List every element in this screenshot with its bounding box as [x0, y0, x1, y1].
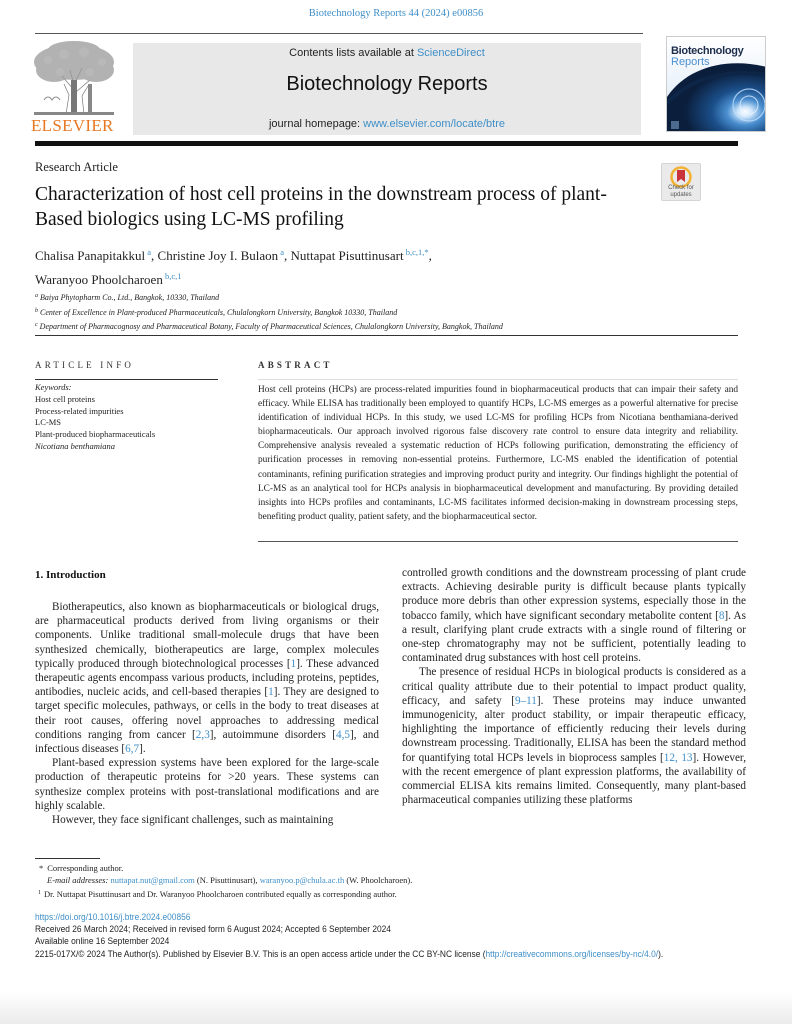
doi-link[interactable]: https://doi.org/10.1016/j.btre.2024.e00856 — [35, 912, 191, 922]
publication-info — [35, 911, 705, 960]
author-name[interactable]: Nuttapat Pisuttinusart — [290, 248, 404, 263]
check-for-updates-label: Check for updates — [668, 185, 694, 198]
author-name[interactable]: Chalisa Panapitakkul — [35, 248, 146, 263]
citation-link[interactable]: 9–11 — [514, 694, 537, 707]
corresponding-author-note: * Corresponding author. — [39, 863, 124, 873]
article-title: Characterization of host cell proteins in the downstream process of plant-Based biologics using LC-MS profiling — [35, 184, 607, 230]
check-for-updates-button[interactable] — [661, 163, 701, 201]
keyword: Nicotiana benthamiana — [35, 440, 116, 451]
email-label: E-mail addresses: — [47, 875, 109, 886]
keyword: Plant-produced biopharmaceuticals — [35, 429, 156, 440]
citation-link[interactable]: 2,3 — [195, 728, 210, 741]
citation-link[interactable]: 4,5 — [335, 728, 350, 741]
body-column-left — [35, 600, 379, 827]
body-paragraph: Biotherapeutics, also known as biopharmaceuticals or biological drugs, are pharmaceutical products derived from living organisms or their components. Unlike traditional small-molecule drugs that have been synthesized chemically, biotherapeutics are large, complex molecules typically produced through biotechnological processes [1]. These advanced therapeutic agents encompass various products, including proteins, peptides, antibodies, nucleic acids, and cell-based therapies [1]. They are designed to target specific molecules, pathways, or cells in the body to treat diseases at their root causes, offering novel approaches to addressing medical conditions ranging from cancer [2,3], autoimmune disorders [4,5], and infectious diseases [6,7]. — [35, 601, 379, 756]
homepage-prefix: journal homepage: — [268, 118, 364, 130]
citation-link[interactable]: 12, 13 — [663, 751, 693, 764]
body-paragraph: However, they face significant challenges, such as maintaining — [52, 814, 334, 827]
article-history: Received 26 March 2024; Received in revised form 6 August 2024; Accepted 6 September 2024 — [35, 924, 391, 935]
author-name[interactable]: Christine Joy I. Bulaon — [157, 248, 279, 263]
contents-prefix: Contents lists available at — [289, 47, 417, 59]
abstract-divider — [258, 379, 738, 380]
author-affiliation-marks[interactable]: b,c,1 — [162, 271, 182, 281]
journal-cover[interactable] — [666, 36, 766, 132]
article-info-divider — [35, 379, 218, 380]
citation-link[interactable]: 6,7 — [125, 743, 140, 756]
citation-link[interactable]: 1 — [290, 657, 297, 670]
abstract-text: Host cell proteins (HCPs) are process-related impurities found in biopharmaceutical products that can impair their safety and efficacy. While ELISA has traditionally been employed to quantify HCPs, LC-MS emerges as a powerful alternative for precise identification of individual HCPs. In this study, we used LC-MS for profiling HCPs from Nicotiana benthamiana-derived biopharmaceuticals. Our approach involved rigorous false discovery rate control to ensure data integrity and reliability. Comprehensive analysis revealed a systematic reduction of HCPs following purification, demonstrating the efficiency of purification processes in removing non-essential proteins. Furthermore, LC-MS enabled the identification of potential contaminants, refining purification strategies and improving product purity and integrity. Our findings highlight the potential of LC-MS as an analytical tool for HCPs analysis in biopharmaceutical development and manufacturing. By providing detailed insights into HCPs profiles and contaminants, LC-MS facilitates informed decision-making in downstream processing steps, benefiting product quality, patient safety, and the biopharmaceutical sector. — [258, 385, 738, 522]
keyword: Host cell proteins — [35, 393, 95, 404]
section-divider — [35, 335, 738, 336]
cover-title: Biotechnology — [671, 45, 744, 57]
available-online: Available online 16 September 2024 — [35, 936, 170, 947]
license-link[interactable]: http://creativecommons.org/licenses/by-nc/4.0/ — [485, 948, 659, 959]
article-info-heading: ARTICLE INFO — [35, 360, 135, 370]
email-link[interactable]: nuttapat.nut@gmail.com — [110, 875, 195, 886]
affiliation: $^a$ Baiya Phytopharm Co., Ltd., Bangkok, 10330, Thailand — [35, 293, 220, 302]
keywords-label: Keywords: — [35, 382, 72, 392]
affiliation: $^c$ Department of Pharmacognosy and Pharmaceutical Botany, Faculty of Pharmaceutical Sciences, Chulalongkorn University, Bangkok, Thailand — [35, 322, 503, 331]
author-list: Chalisa Panapitakkul $^a$, Christine Joy I. Bulaon $^a$, Nuttapat Pisuttinusart $^{b,c,1,*}$, Waranyoo Phoolcharoen $^{b,c,1}$ — [35, 247, 432, 287]
footnotes — [35, 862, 412, 900]
footnote-divider — [35, 858, 100, 859]
author-affiliation-marks[interactable]: a — [145, 247, 152, 257]
journal-title: Biotechnology Reports — [286, 73, 488, 95]
abstract-bottom-divider — [258, 541, 738, 542]
affiliations — [35, 290, 735, 334]
body-column-right — [402, 566, 746, 807]
email-addresses: E-mail addresses: nuttapat.nut@gmail.com (N. Pisuttinusart), waranyoo.p@chula.ac.th (W. Phoolcharoen). — [47, 875, 413, 886]
keyword: Process-related impurities — [35, 405, 124, 416]
masthead-rule-bottom — [35, 141, 738, 146]
author-affiliation-marks[interactable]: b,c,1,* — [403, 247, 429, 257]
sciencedirect-link[interactable]: ScienceDirect — [416, 47, 485, 59]
homepage-line — [133, 118, 641, 130]
abstract-heading: ABSTRACT — [258, 360, 333, 370]
introduction-heading: 1. Introduction — [35, 569, 106, 581]
email-link[interactable]: waranyoo.p@chula.ac.th — [259, 875, 345, 886]
cover-subtitle: Reports — [671, 56, 710, 68]
affiliation: $^b$ Center of Excellence in Plant-produced Pharmaceuticals, Chulalongkorn University, Bangkok 10330, Thailand — [35, 307, 398, 317]
article-type: Research Article — [35, 160, 118, 174]
copyright-notice: 2215-017X/© 2024 The Author(s). Published by Elsevier B.V. This is an open access article under the CC BY-NC license (http://creativecommons.org/licenses/by-nc/4.0/). — [35, 948, 664, 959]
author-name[interactable]: Waranyoo Phoolcharoen — [35, 272, 163, 287]
journal-masthead — [133, 43, 641, 135]
body-paragraph: Plant-based expression systems have been explored for the large-scale production of therapeutic proteins for >20 years. These systems can synthesize complex proteins with post-translational modifications and are highly scalable. — [35, 757, 379, 812]
keywords-list — [35, 382, 155, 453]
elsevier-wordmark: ELSEVIER — [31, 116, 114, 135]
author-affiliation-marks[interactable]: a — [278, 247, 285, 257]
citation-link[interactable]: 8 — [718, 609, 725, 622]
keyword: LC-MS — [35, 417, 61, 428]
masthead-rule-top — [35, 33, 643, 34]
equal-contribution-note: $^1$ Dr. Nuttapat Pisuttinusart and Dr. Waranyoo Phoolcharoen contributed equally as corresponding author. — [38, 888, 397, 899]
body-paragraph: controlled growth conditions and the downstream processing of plant crude extracts. Achieving desirable purity is difficult because plants typically produce more debris than other expression systems, especially those in the tobacco family, which have significant secondary metabolite content [8]. As a result, clarifying plant crude extracts with a single round of filtering or one-step chromatography may not be sufficient, potentially leading to contaminated drug substances with host cell proteins. — [402, 567, 746, 665]
body-paragraph: The presence of residual HCPs in biological products is considered as a critical quality attribute due to their potential to impact product quality, efficacy, and safety [9–11]. These proteins may induce unwanted immunogenicity, alter product stability, or impair therapeutic efficacy, highlighting the importance of efficiently reducing their levels during downstream processing. Traditionally, ELISA has been the standard method for quantifying total HCPs levels in bioprocess samples [12, 13]. However, with the recent emergence of plant expression platforms, the availability of commercial ELISA kits remains limited. Consequently, many plant-based pharmaceutical companies utilizing these platforms — [402, 666, 746, 807]
page-bottom-fade — [0, 992, 792, 1024]
citation-link[interactable]: 1 — [268, 686, 274, 699]
journal-homepage-link[interactable]: www.elsevier.com/locate/btre — [363, 118, 506, 130]
running-head[interactable]: Biotechnology Reports 44 (2024) e00856 — [308, 8, 484, 19]
contents-line — [133, 47, 641, 59]
tree-icon — [24, 40, 124, 116]
